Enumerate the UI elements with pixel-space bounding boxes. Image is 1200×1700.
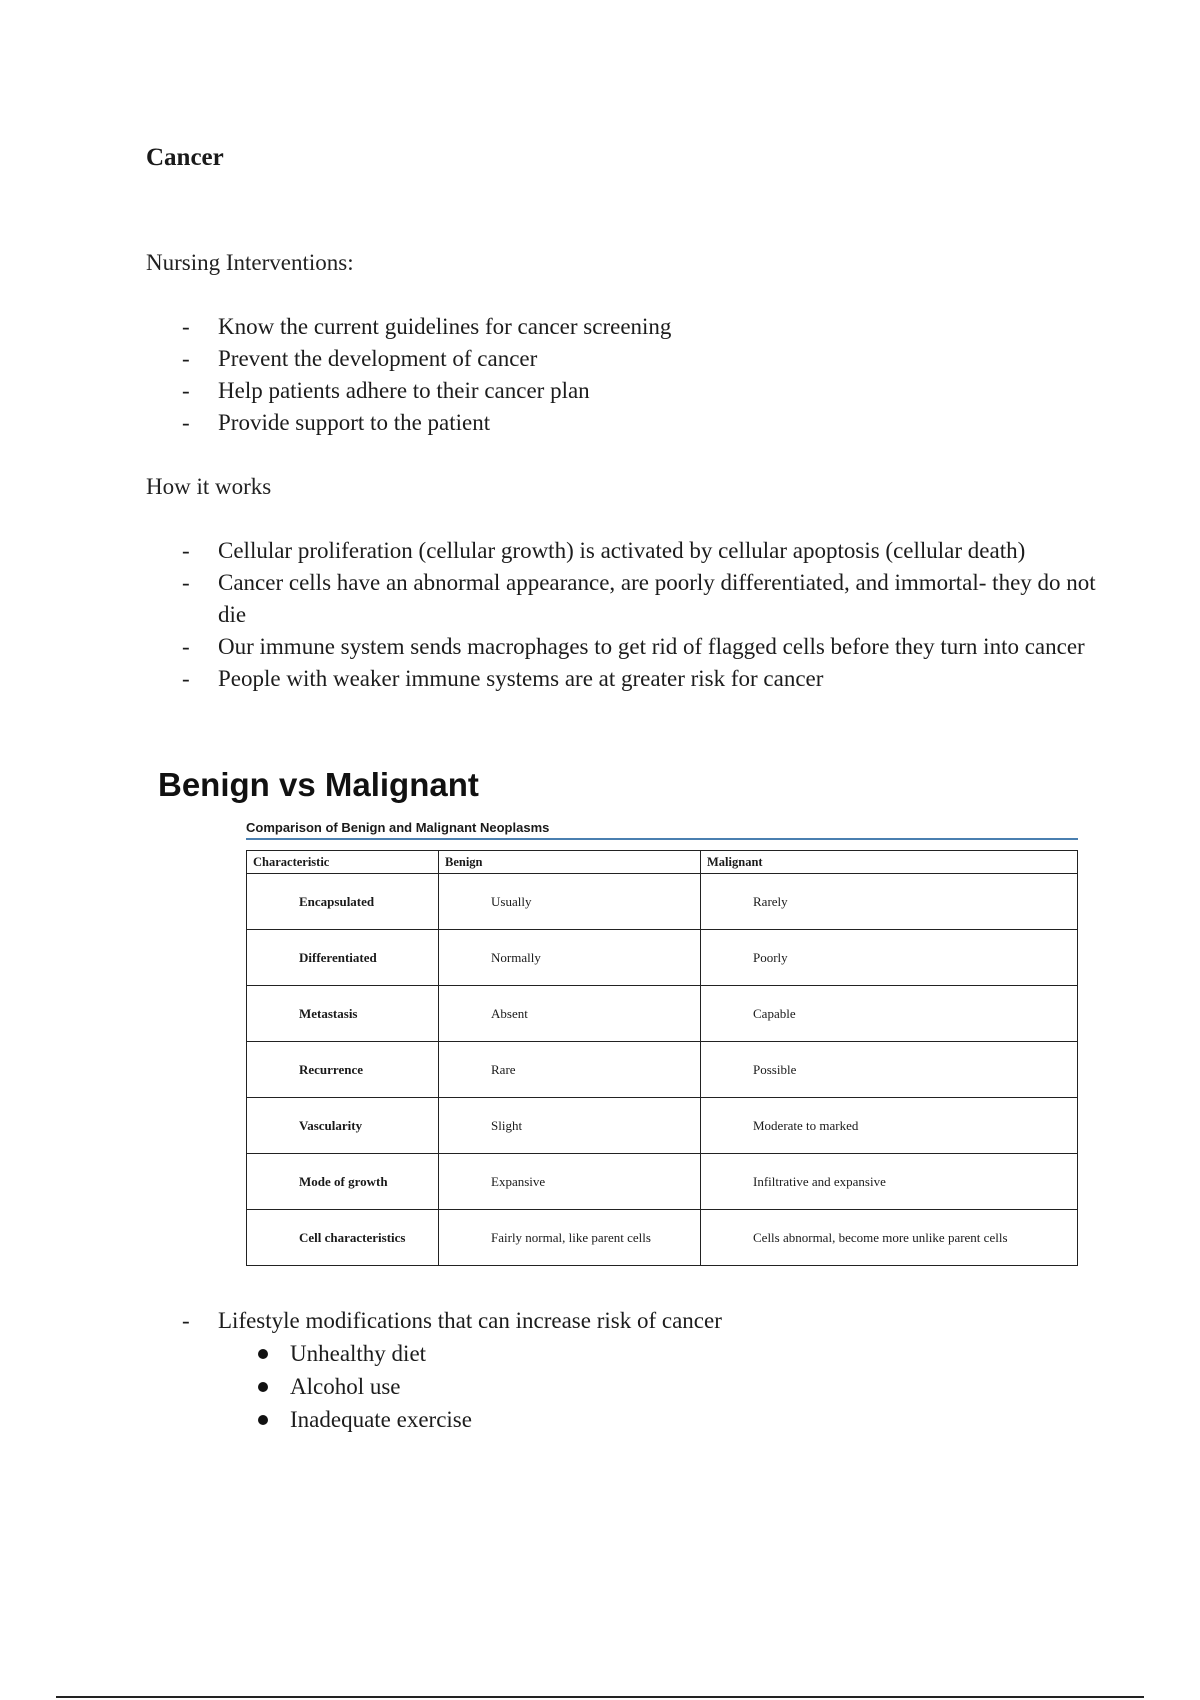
table-cell: Cells abnormal, become more unlike parent cells (701, 1210, 1078, 1266)
how-it-works-list (146, 535, 1096, 695)
dash-marker: - (182, 314, 190, 339)
list-item: Inadequate exercise (218, 1403, 1096, 1436)
list-item (146, 1305, 1096, 1436)
dash-marker: - (182, 538, 190, 563)
table-row (247, 874, 1078, 930)
lifestyle-label: Lifestyle modifications that can increase risk of cancer (218, 1308, 722, 1333)
column-header: Malignant (701, 851, 1078, 874)
table-cell: Rarely (701, 874, 1078, 930)
comparison-table (246, 850, 1078, 1266)
table-cell: Fairly normal, like parent cells (439, 1210, 701, 1266)
bullet-icon (258, 1349, 268, 1359)
table-row (247, 1098, 1078, 1154)
dash-marker: - (182, 634, 190, 659)
table-row (247, 1042, 1078, 1098)
table-cell: Rare (439, 1042, 701, 1098)
table-cell: Infiltrative and expansive (701, 1154, 1078, 1210)
list-item: Unhealthy diet (218, 1337, 1096, 1370)
table-cell: Differentiated (247, 930, 439, 986)
lifestyle-list (146, 1305, 1096, 1436)
list-item: - Prevent the development of cancer (146, 343, 1096, 375)
list-item: Alcohol use (218, 1370, 1096, 1403)
list-item: - Cancer cells have an abnormal appearance, are poorly differentiated, and immortal- they do not die (146, 567, 1096, 631)
table-cell: Moderate to marked (701, 1098, 1078, 1154)
nursing-interventions-label: Nursing Interventions: (146, 250, 354, 275)
dash-marker: - (182, 346, 190, 371)
page-bottom-rule (56, 1696, 1144, 1698)
list-item: - People with weaker immune systems are at greater risk for cancer (146, 663, 1096, 695)
table-header-row (247, 851, 1078, 874)
list-item: - Know the current guidelines for cancer screening (146, 311, 1096, 343)
table-cell: Slight (439, 1098, 701, 1154)
table-cell: Usually (439, 874, 701, 930)
list-item: - Provide support to the patient (146, 407, 1096, 439)
column-header: Characteristic (247, 851, 439, 874)
how-it-works-label: How it works (146, 474, 272, 499)
column-header: Benign (439, 851, 701, 874)
dash-marker: - (182, 410, 190, 435)
list-item: - Our immune system sends macrophages to get rid of flagged cells before they turn into cancer (146, 631, 1096, 663)
nursing-interventions-list (146, 311, 1096, 439)
table-cell: Recurrence (247, 1042, 439, 1098)
dash-marker: - (182, 1308, 190, 1333)
table-cell: Encapsulated (247, 874, 439, 930)
dash-marker: - (182, 666, 190, 691)
table-row (247, 986, 1078, 1042)
list-item: - Help patients adhere to their cancer plan (146, 375, 1096, 407)
bullet-icon (258, 1415, 268, 1425)
table-caption: Comparison of Benign and Malignant Neoplasms (246, 820, 1078, 840)
table-cell: Vascularity (247, 1098, 439, 1154)
bullet-icon (258, 1382, 268, 1392)
table-row (247, 1154, 1078, 1210)
table-cell: Expansive (439, 1154, 701, 1210)
figure-title: Benign vs Malignant (158, 766, 479, 803)
table-cell: Absent (439, 986, 701, 1042)
table-cell: Possible (701, 1042, 1078, 1098)
list-item: - Cellular proliferation (cellular growth) is activated by cellular apoptosis (cellular death) (146, 535, 1096, 567)
table-cell: Cell characteristics (247, 1210, 439, 1266)
dash-marker: - (182, 570, 190, 595)
table-row (247, 930, 1078, 986)
table-cell: Mode of growth (247, 1154, 439, 1210)
dash-marker: - (182, 378, 190, 403)
lifestyle-sublist (218, 1337, 1096, 1436)
page-title: Cancer (146, 144, 224, 171)
table-cell: Metastasis (247, 986, 439, 1042)
table-cell: Poorly (701, 930, 1078, 986)
table-row (247, 1210, 1078, 1266)
table-cell: Normally (439, 930, 701, 986)
table-cell: Capable (701, 986, 1078, 1042)
